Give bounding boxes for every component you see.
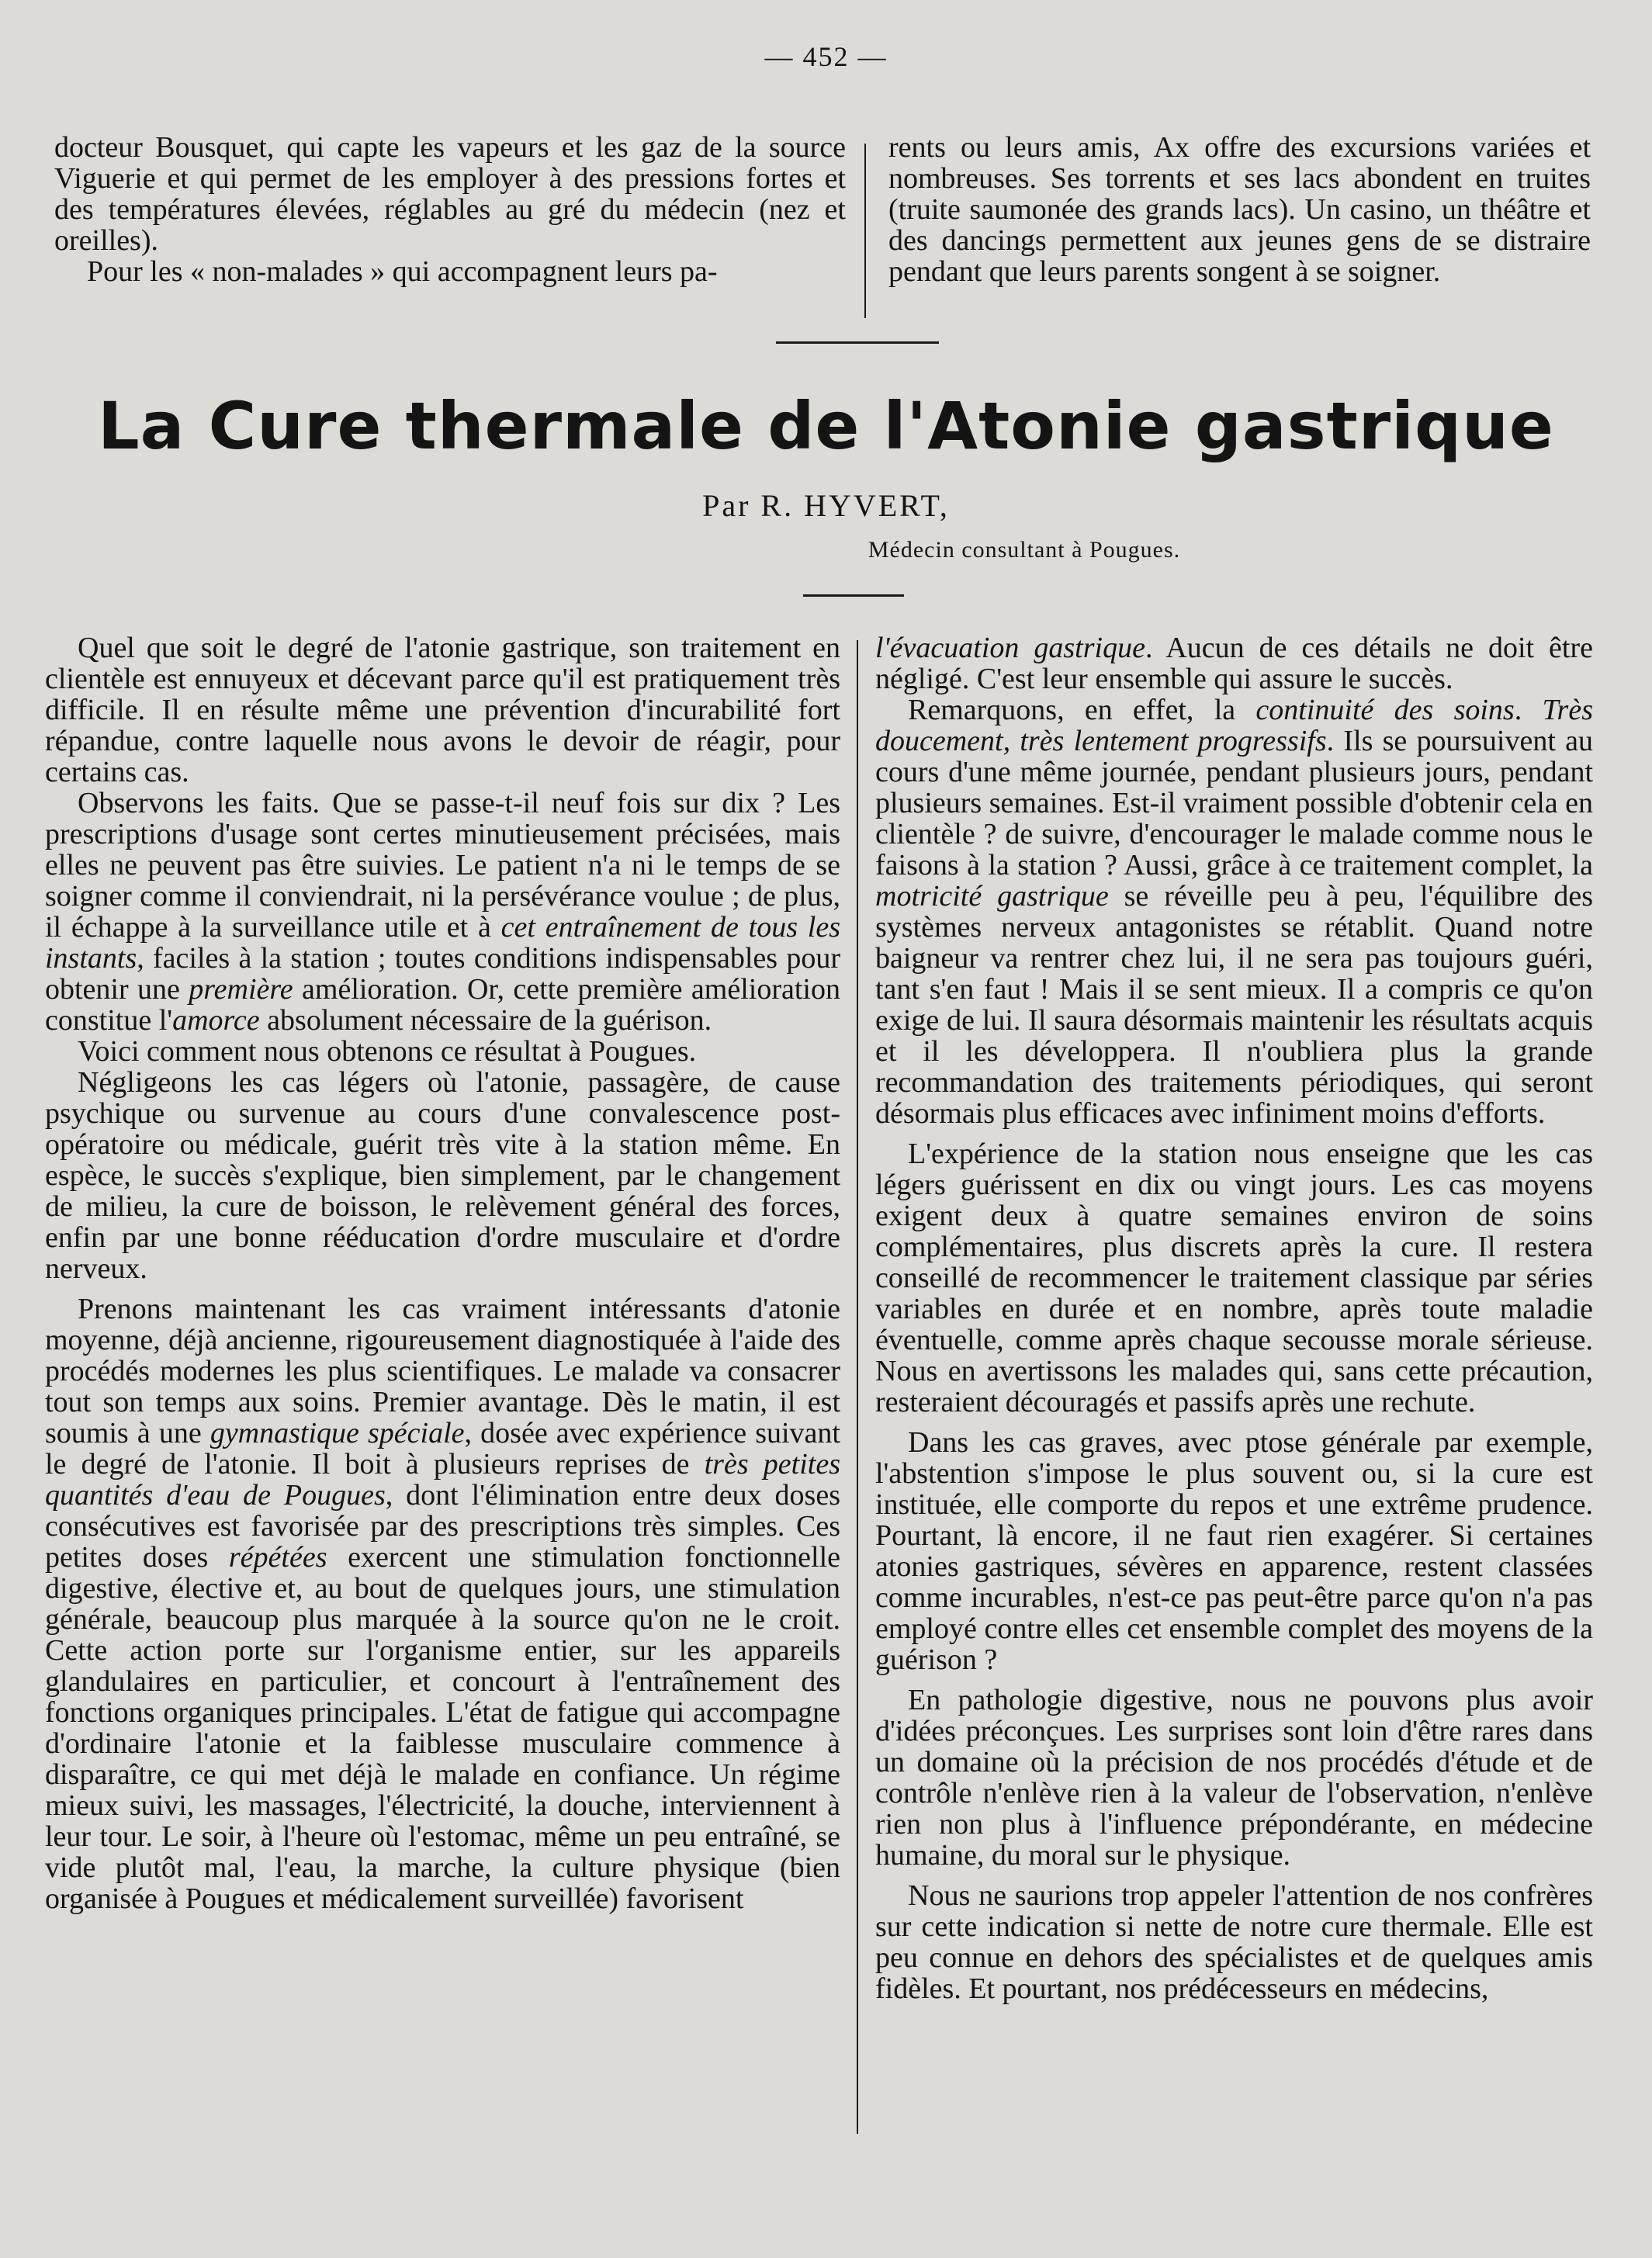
paragraph: Pour les « non-malades » qui accompagnent leurs pa- — [87, 255, 718, 288]
paragraph: Négligeons les cas légers où l'atonie, passagère, de cause psychique ou survenue au cours d'une convalescence post-opératoire ou médicale, guérit très vite à la station même. En espèce, le succès s'explique, bien simplement, par le changement de milieu, la cure de boisson, le relèvement général des forces, enfin par une bonne rééducation d'ordre musculaire et d'ordre nerveux. — [45, 1066, 840, 1285]
article-left-column — [45, 632, 840, 1914]
column-divider — [857, 640, 858, 2134]
paragraph: l'évacuation gastrique. Aucun de ces détails ne doit être négligé. C'est leur ensemble qui assure le succès. — [875, 632, 1593, 695]
paragraph: Dans les cas graves, avec ptose générale par exemple, l'abstention s'impose le plus souvent ou, si la cure est instituée, elle comporte du repos et une extrême prudence. Pourtant, là encore, il ne faut rien exagérer. Si certaines atonies gastriques, sévères en apparence, restent classées comme incurables, n'est-ce pas peut-être parce qu'on n'a pas employé contre elles cet ensemble complet des moyens de la guérison ? — [875, 1426, 1593, 1676]
page-number: — 452 — — [764, 41, 888, 72]
emphasis: motricité gastrique — [875, 880, 1109, 913]
emphasis: amorce — [172, 1004, 260, 1037]
emphasis: première — [189, 973, 293, 1006]
paragraph: Voici comment nous obtenons ce résultat à Pougues. — [78, 1035, 697, 1068]
paragraph: En pathologie digestive, nous ne pouvons plus avoir d'idées préconçues. Les surprises sont loin d'être rares dans un domaine où la précision de nos procédés d'étude et de contrôle n'enlève rien à la valeur de l'observation, n'enlève rien non plus à l'influence prépondérante, en médecine humaine, du moral sur le physique. — [875, 1684, 1593, 1872]
title-rule — [803, 594, 904, 597]
emphasis: l'évacuation gastrique — [875, 632, 1145, 664]
continued-article-left-column — [54, 132, 846, 287]
paragraph: Prenons maintenant les cas vraiment intéressants d'atonie moyenne, déjà ancienne, rigoureusement diagnostiquée à l'aide des procédés modernes les plus scientifiques. Le malade va consacrer tout son temps aux soins. Premier avantage. Dès le matin, il est soumis à une gymnastique spéciale, dosée avec expérience suivant le degré de l'atonie. Il boit à plusieurs reprises de très petites quantités d'eau de Pougues, dont l'élimination entre deux doses consécutives est favorisée par des prescriptions très simples. Ces petites doses répétées exercent une stimulation fonctionnelle digestive, élective et, au bout de quelques jours, une stimulation générale, beaucoup plus marquée à la source qu'on ne le croit. Cette action porte sur l'organisme entier, sur les appareils glandulaires en particulier, et concourt à l'entraînement des fonctions organiques principales. L'état de fatigue qui accompagne d'ordinaire l'atonie et la faiblesse musculaire commence à disparaître, ce qui met déjà le malade en confiance. Un régime mieux suivi, les massages, l'électricité, la douche, interviennent à leur tour. Le soir, à l'heure où l'estomac, même un peu entraîné, se vide plutôt mal, l'eau, la marche, la culture physique (bien organisée à Pougues et médicalement surveillée) favorisent — [45, 1293, 841, 1915]
emphasis: répétées — [228, 1541, 327, 1574]
emphasis: continuité des soins — [1255, 694, 1515, 726]
paragraph: Nous ne saurions trop appeler l'attention de nos confrères sur cette indication si nette de notre cure thermale. Elle est peu connue en dehors des spécialistes et de quelques amis fidèles. Et pourtant, nos prédécesseurs en médecins, — [875, 1879, 1593, 2005]
emphasis: Très doucement, très lentement progressifs — [875, 694, 1593, 757]
section-rule — [776, 341, 939, 344]
emphasis: très petites quantités d'eau de Pougues — [45, 1448, 840, 1512]
paragraph: Observons les faits. Que se passe-t-il neuf fois sur dix ? Les prescriptions d'usage sont certes minutieusement précisées, mais elles ne peuvent pas être suivies. Le patient n'a ni le temps de se soigner comme il conviendrait, ni la persévérance voulue ; de plus, il échappe à la surveillance utile et à cet entraînement de tous les instants, faciles à la station ; toutes conditions indispensables pour obtenir une première amélioration. Or, cette première amélioration constitue l'amorce absolument nécessaire de la guérison. — [45, 787, 841, 1037]
paragraph: rents ou leurs amis, Ax offre des excursions variées et nombreuses. Ses torrents et ses lacs abondent en truites (truite saumonée des grands lacs). Un casino, un théâtre et des dancings permettent aux jeunes gens de se distraire pendant que leurs parents songent à se soigner. — [888, 131, 1591, 288]
author-byline: Par R. HYVERT, — [702, 488, 950, 523]
paragraph: docteur Bousquet, qui capte les vapeurs et les gaz de la source Viguerie et qui permet de les employer à des pressions fortes et des températures élevées, réglables au gré du médecin (nez et oreilles). — [54, 131, 846, 257]
paragraph: Remarquons, en effet, la continuité des soins. Très doucement, très lentement progressifs. Ils se poursuivent au cours d'une même journée, pendant plusieurs jours, pendant plusieurs semaines. Est-il vraiment possible d'obtenir cela en clientèle ? de suivre, d'encourager le malade comme nous le faisons à la station ? Aussi, grâce à ce traitement complet, la motricité gastrique se réveille peu à peu, l'équilibre des systèmes nerveux antagonistes se rétablit. Quand notre baigneur va rentrer chez lui, il ne sera pas toujours guéri, tant s'en faut ! Mais il se sent mieux. Il a compris ce qu'on exige de lui. Il saura désormais maintenir les résultats acquis et il les développera. Il n'oubliera plus la grande recommandation des traitements périodiques, qui seront désormais plus efficaces avec infiniment moins d'efforts. — [875, 694, 1593, 1130]
emphasis: gymnastique spéciale — [210, 1417, 465, 1449]
emphasis: cet entraînement de tous les instants — [45, 911, 841, 975]
author-affiliation: Médecin consultant à Pougues. — [868, 537, 1181, 563]
column-divider — [864, 144, 866, 318]
article-title: La Cure thermale de l'Atonie gastrique — [98, 388, 1554, 464]
paragraph: L'expérience de la station nous enseigne que les cas légers guérissent en dix ou vingt jours. Les cas moyens exigent deux à quatre semaines environ de soins complémentaires, plus discrets après la cure. Il restera conseillé de recommencer le traitement classique par séries variables en durée et en nombre, après toute maladie éventuelle, comme après chaque secousse morale sérieuse. Nous en avertissons les malades qui, sans cette précaution, resteraient découragés et passifs après une rechute. — [875, 1138, 1593, 1418]
paragraph: Quel que soit le degré de l'atonie gastrique, son traitement en clientèle est ennuyeux et décevant parce qu'il est pratiquement très difficile. Il en résulte même une prévention d'incurabilité fort répandue, contre laquelle nous avons le devoir de réagir, pour certains cas. — [45, 632, 840, 788]
continued-article-right-column — [888, 132, 1591, 287]
article-right-column — [875, 632, 1593, 2004]
